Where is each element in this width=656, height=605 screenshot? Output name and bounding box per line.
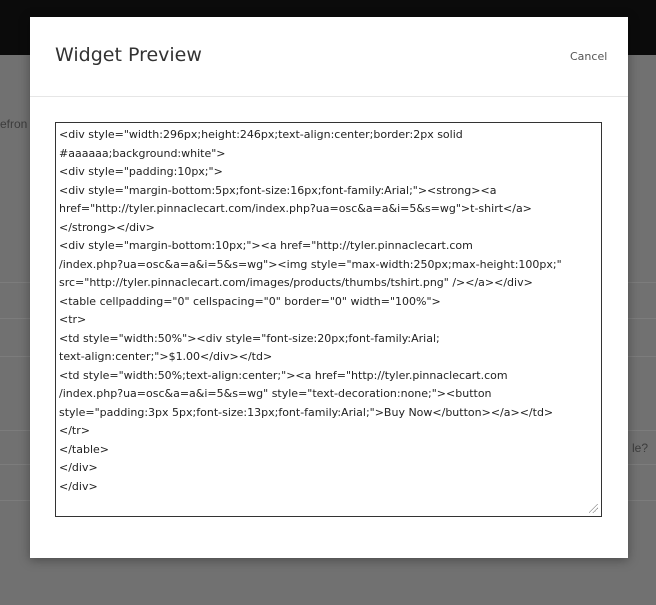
background-text-fragment: le? [632,441,649,455]
modal-header [30,17,628,97]
resize-handle-icon[interactable] [589,504,598,513]
background-text-fragment: efron [0,117,28,131]
widget-code-textarea[interactable]: <div style="width:296px;height:246px;text-align:center;border:2px solid #aaaaaa;background:white"> <div style="padding:10px;"> <div style="margin-bottom:5px;font-size:16px;font-family:Arial;"><strong><a href="http://tyler.pinnaclecart.com/index.php?ua=osc&a=a&i=5&s=wg">t-shirt</a> </strong></div> <div style="margin-bottom:10px;"><a href="http://tyler.pinnaclecart.com /index.php?ua=osc&a=a&i=5&s=wg"><img style="max-width:250px;max-height:100px;" src="http://tyler.pinnaclecart.com/images/products/thumbs/tshirt.png" /></a></div> <table cellpadding="0" cellspacing="0" border="0" width="100%"> <tr> <td style="width:50%"><div style="font-size:20px;font-family:Arial; text-align:center;">$1.00</div></td> <td style="width:50%;text-align:center;"><a href="http://tyler.pinnaclecart.com /index.php?ua=osc&a=a&i=5&s=wg" style="text-decoration:none;"><button style="padding:3px 5px;font-size:13px;font-family:Arial;">Buy Now</button></a></td> </tr> </table> </div> </div> [55,122,602,517]
widget-preview-modal [30,17,628,558]
modal-title: Widget Preview [55,44,202,66]
cancel-button[interactable]: Cancel [570,50,608,63]
